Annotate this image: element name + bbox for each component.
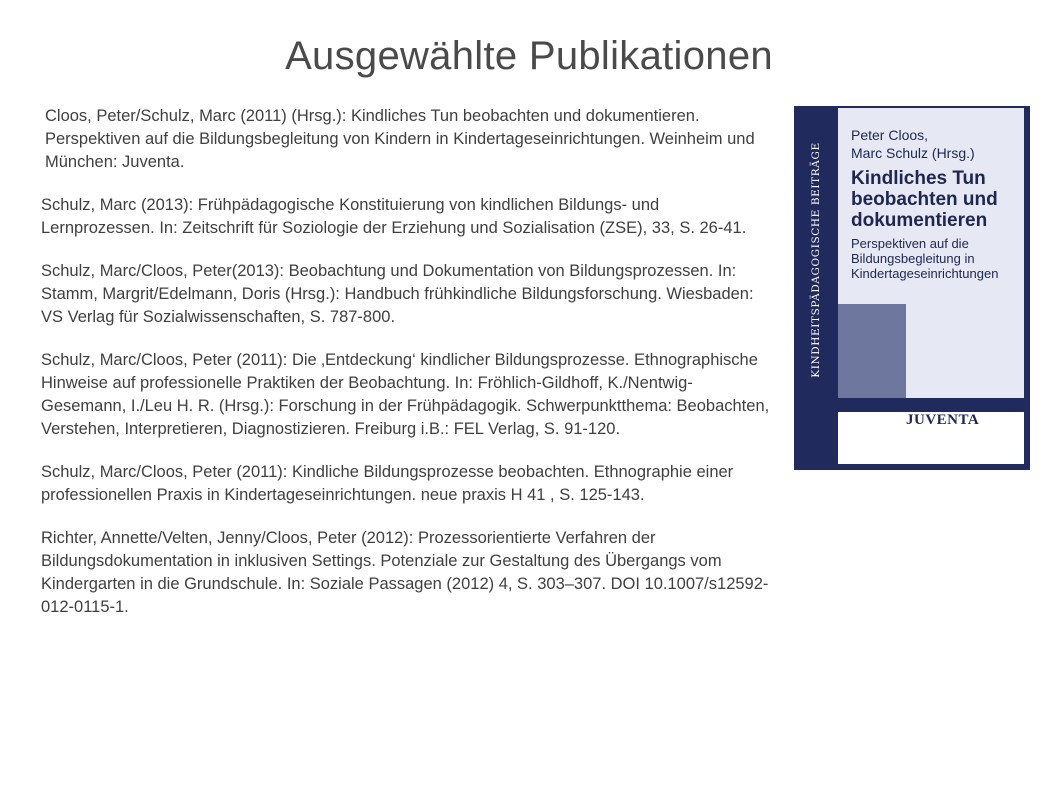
cover-series-label: KINDHEITSPÄDAGOGISCHE BEITRÄGE: [810, 142, 822, 378]
publication-entry: Schulz, Marc/Cloos, Peter (2011): Kindliche Bildungsprozesse beobachten. Ethnographie einer professionellen Praxis in Kindertageseinrichtungen. neue praxis H 41 , S. 125-143.: [41, 463, 734, 504]
book-cover-image: [794, 106, 1030, 470]
publication-entry: Schulz, Marc/Cloos, Peter (2011): Die ‚Entdeckung‘ kindlicher Bildungsprozesse. Ethnographische Hinweise auf professionelle Praktiken der Beobachtung. In: Fröhlich-Gildhoff, K./Nentwig-Gesemann, I./Leu H. R. (Hrsg.): Forschung in der Frühpädagogik. Schwerpunktthema: Beobachten, Verstehen, Interpretieren, Diagnostizieren. Freiburg i.B.: FEL Verlag, S. 91-120.: [41, 351, 770, 438]
cover-panel: [906, 304, 1024, 398]
page-title: Ausgewählte Publikationen: [285, 34, 773, 78]
cover-authors: Peter Cloos, Marc Schulz (Hrsg.): [851, 127, 975, 161]
publication-entry: Richter, Annette/Velten, Jenny/Cloos, Peter (2012): Prozessorientierte Verfahren der Bildungsdokumentation in inklusiven Settings. Potenziale zur Gestaltung des Übergangs vom Kindergarten in die Grundschule. In: Soziale Passagen (2012) 4, S. 303–307. DOI 10.1007/s12592-012-0115-1.: [41, 529, 769, 616]
publication-entry: Cloos, Peter/Schulz, Marc (2011) (Hrsg.): Kindliches Tun beobachten und dokumentieren. Perspektiven auf die Bildungsbegleitung von Kindern in Kindertageseinrichtungen. Weinheim und München: Juventa.: [45, 107, 755, 171]
cover-spine: [794, 106, 838, 414]
publication-list: [41, 105, 771, 639]
publication-entry: Schulz, Marc (2013): Frühpädagogische Konstituierung von kindlichen Bildungs- und Lernprozessen. In: Zeitschrift für Soziologie der Erziehung und Sozialisation (ZSE), 33, S. 26-41.: [41, 196, 747, 237]
cover-accent-block: [838, 304, 906, 398]
cover-publisher-logo: JUVENTA: [906, 412, 980, 428]
cover-title: Kindliches Tun beobachten und dokumentieren: [851, 168, 998, 231]
cover-subtitle: Perspektiven auf die Bildungsbegleitung in Kindertageseinrichtungen: [851, 236, 999, 281]
publication-entry: Schulz, Marc/Cloos, Peter(2013): Beobachtung und Dokumentation von Bildungsprozessen. In: Stamm, Margrit/Edelmann, Doris (Hrsg.): Handbuch frühkindliche Bildungsforschung. Wiesbaden: VS Verlag für Sozialwissenschaften, S. 787-800.: [41, 262, 754, 326]
